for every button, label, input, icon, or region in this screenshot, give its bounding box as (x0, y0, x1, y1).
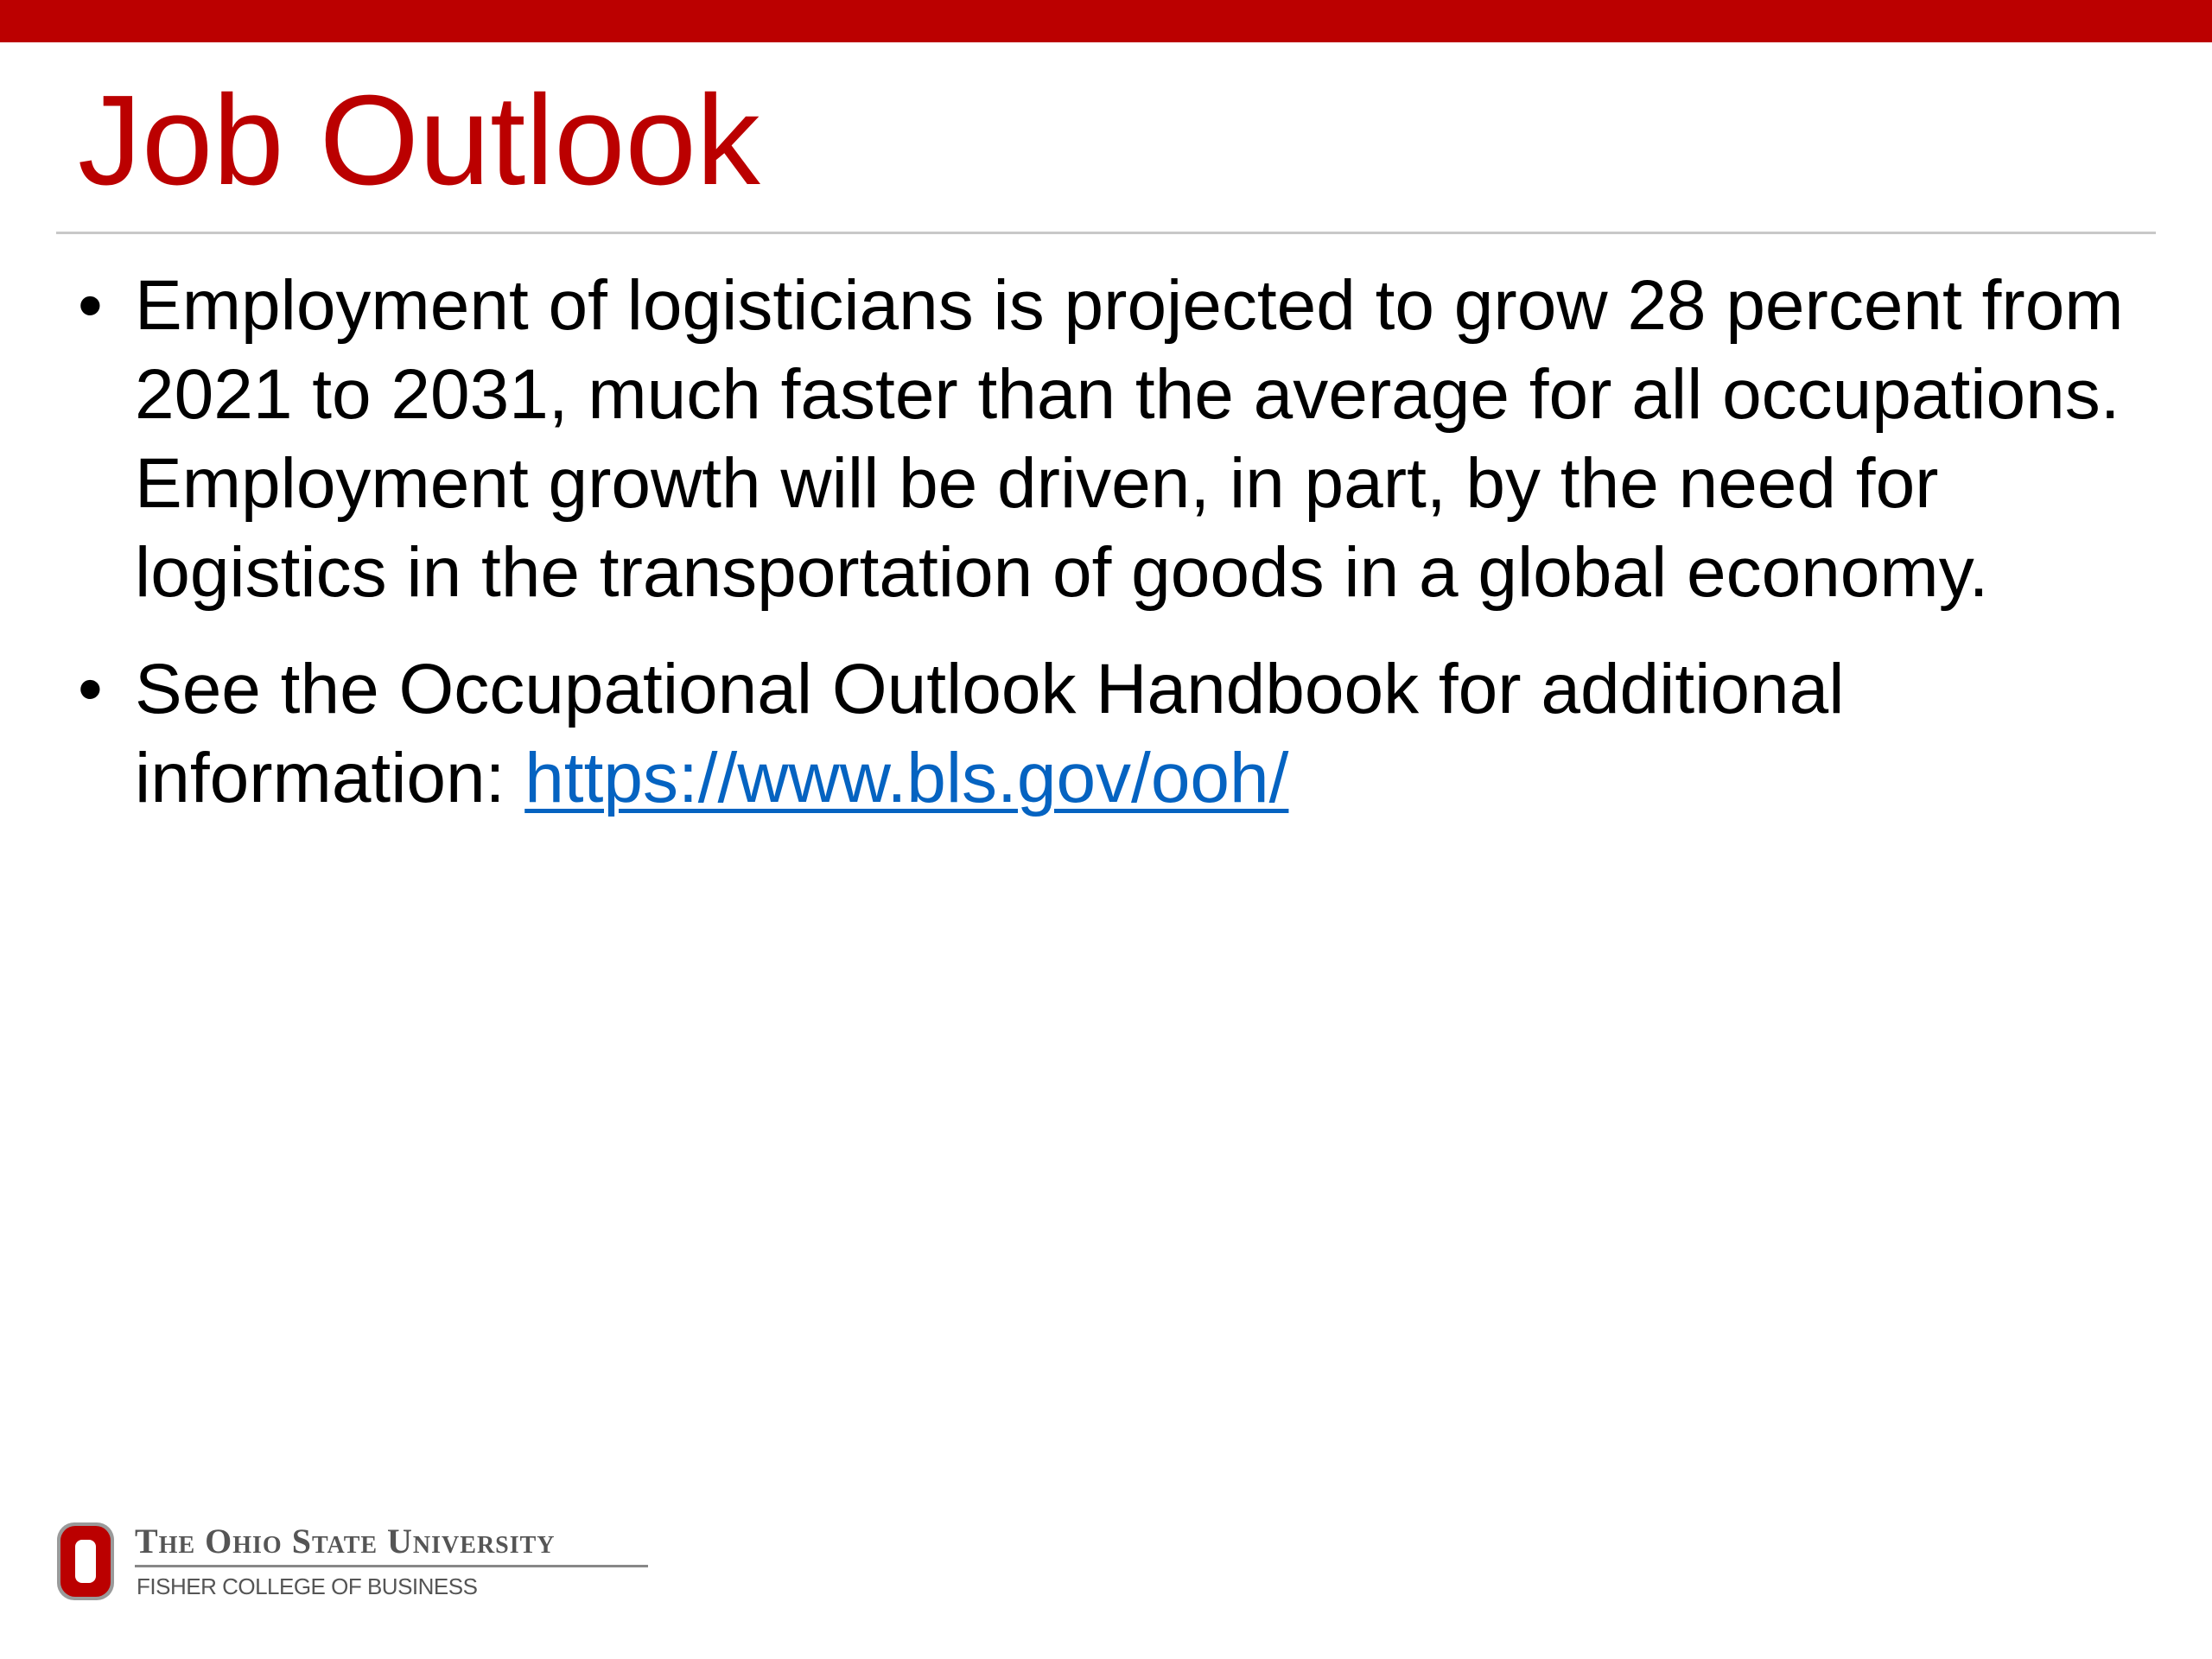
title-divider (56, 232, 2156, 234)
bullet-mark: • (78, 266, 103, 345)
bullet-item-employment (78, 261, 2160, 617)
college-name: FISHER COLLEGE OF BUSINESS (137, 1573, 478, 1599)
university-name: The Ohio State University (135, 1522, 556, 1560)
bullet-text: See the Occupational Outlook Handbook for additional information: (135, 650, 1865, 817)
ooh-link[interactable]: https://www.bls.gov/ooh/ (524, 739, 1289, 817)
top-accent-bar (0, 0, 2212, 42)
block-o-icon (55, 1521, 116, 1602)
bullet-text: Employment of logisticians is projected to grow 28 percent from 2021 to 2031, much faster than the average for all occupations. Employment growth will be driven, in part, by the need for logistics in the transportation of goods in a global economy. (135, 266, 2160, 612)
bullet-list (78, 261, 2160, 850)
university-logo (55, 1521, 626, 1607)
logo-rule (135, 1565, 648, 1567)
bullet-item-handbook (78, 645, 2152, 823)
slide-title: Job Outlook (78, 69, 760, 212)
bullet-mark: • (78, 650, 103, 728)
